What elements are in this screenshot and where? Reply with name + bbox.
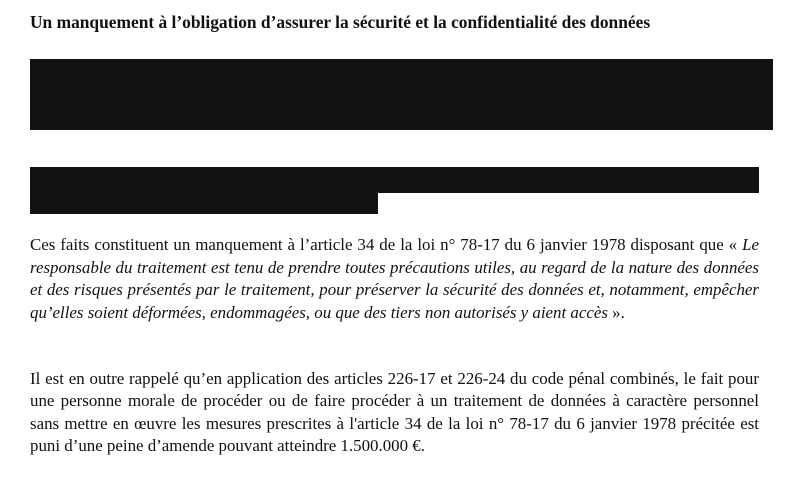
redacted-block-2-line-2 [30,193,378,214]
paragraph-article-34 [30,234,759,324]
paragraph-outro: ». [607,302,625,322]
section-heading: Un manquement à l’obligation d’assurer la sécurité et la confidentialité des données [30,12,651,32]
paragraph-intro: Ces faits constituent un manquement à l’article 34 de la loi n° 78-17 du 6 janvier 1978 disposant que « [30,235,743,254]
redacted-block-1 [30,59,773,130]
paragraph-penal-code: Il est en outre rappelé qu’en application des articles 226-17 et 226-24 du code pénal combinés, le fait pour une personne morale de procéder ou de faire procéder à un traitement de données à caractère personnel sans mettre en œuvre les mesures prescrites à l'article 34 de la loi n° 78-17 du 6 janvier 1978 précitée est puni d’une peine d’amende pouvant atteindre 1.500.000 €. [30,369,759,456]
redacted-block-2-line-1 [30,167,759,193]
quoted-article-text: Le responsable du traitement est tenu de prendre toutes précautions utiles, au regard de la nature des données et des risques présentés par le traitement, pour préserver la sécurité des données et, notamment, empêcher qu’elles soient déformées, endommagées, ou que des tiers non autorisés y aient accès [30,235,759,322]
